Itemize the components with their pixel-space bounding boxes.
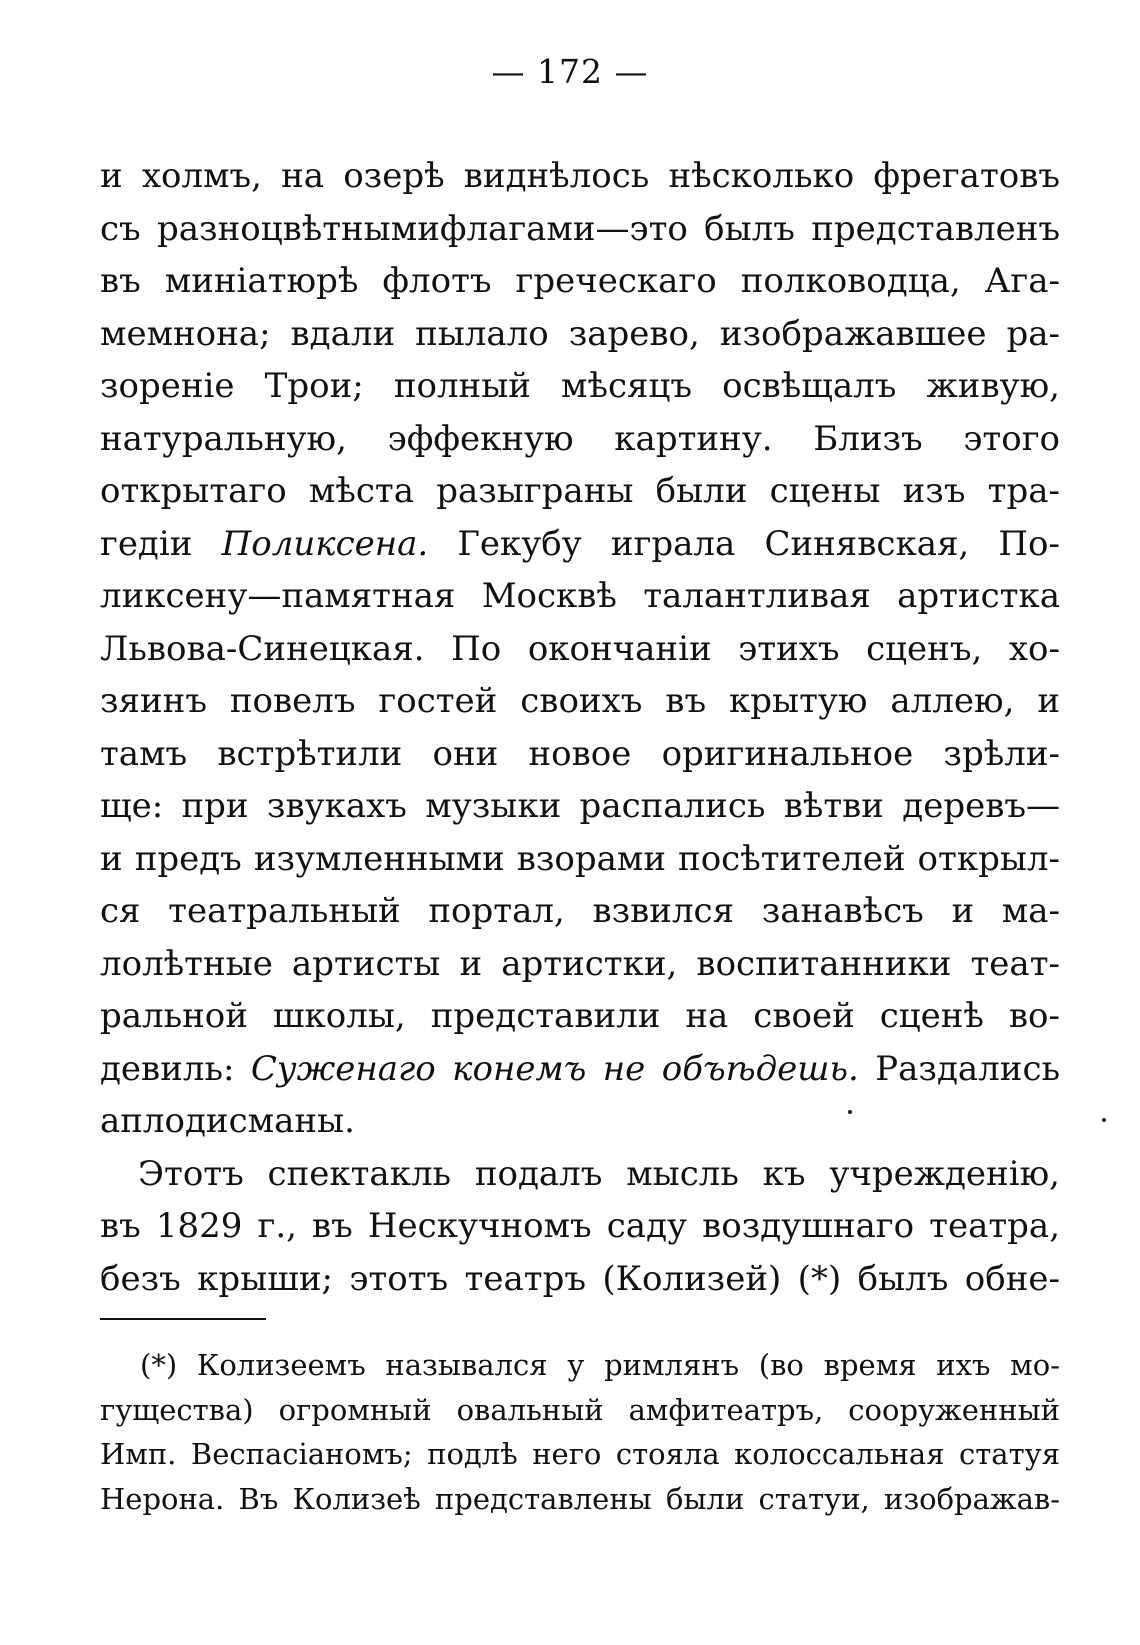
footnote-line: (*) Колизеемъ назывался у римлянъ (во время ихъ мо- — [140, 1348, 1060, 1382]
text-line — [100, 1043, 1060, 1096]
text-line: въ миніатюрѣ флотъ греческаго полководца, Ага- — [100, 261, 1060, 301]
text-line: ся театральный портал, взвился занавѣсъ и ма- — [100, 891, 1060, 931]
print-speck — [848, 1110, 852, 1114]
footnote-rule — [100, 1318, 266, 1320]
print-speck — [1102, 1118, 1106, 1122]
text-line: лолѣтные артисты и артистки, воспитанники теат- — [100, 943, 1060, 984]
text-line: аплодисманы. — [100, 1101, 355, 1141]
text-line: тамъ встрѣтили они новое оригинальное зрѣли- — [100, 733, 1060, 774]
page-number: — 172 — — [491, 52, 649, 91]
text-line: и холмъ, на озерѣ виднѣлось нѣсколько фрегатовъ — [100, 156, 1060, 196]
play-title-vaudeville: Суженаго конемъ не объѣдешь. — [250, 1048, 859, 1089]
text-line: Львова-Синецкая. По окончаніи этихъ сценъ, хо- — [100, 628, 1060, 669]
text-run: Гекубу играла Синявская, По- — [428, 523, 1061, 564]
text-line: въ 1829 г., въ Нескучномъ саду воздушнаго театра, — [100, 1206, 1060, 1246]
text-line: зореніе Трои; полный мѣсяцъ освѣщалъ живую, — [100, 366, 1060, 406]
text-line: Этотъ спектакль подалъ мысль къ учрежденію, — [138, 1153, 1060, 1194]
text-line: и предъ изумленными взорами посѣтителей открыл- — [100, 838, 1060, 879]
text-line: съ разноцвѣтнымифлагами—это былъ представленъ — [100, 208, 1060, 249]
text-run: гедіи — [100, 523, 222, 564]
text-line: ральной школы, представили на своей сценѣ во- — [100, 996, 1060, 1036]
text-line: натуральную, эффекную картину. Близъ этого — [100, 418, 1060, 459]
play-title-polyxena: Поликсена. — [221, 523, 429, 564]
main-text — [100, 150, 1060, 1305]
footnote-line: Нерона. Въ Колизеѣ представлены были статуи, изображав- — [100, 1481, 1060, 1516]
text-line: открытаго мѣста разыграны были сцены изъ тра- — [100, 471, 1060, 511]
footnote-line: гущества) огромный овальный амфитеатръ, сооруженный — [100, 1392, 1060, 1427]
text-line: мемнона; вдали пылало зарево, изображавшее ра- — [100, 313, 1060, 354]
text-line: зяинъ повелъ гостей своихъ въ крытую аллею, и — [100, 681, 1060, 721]
text-line: ликсену—памятная Москвѣ талантливая артистка — [100, 576, 1060, 616]
footnote-line: Имп. Веспасіаномъ; подлѣ него стояла колоссальная статуя — [100, 1437, 1060, 1471]
text-run: Раздались — [858, 1048, 1060, 1089]
footnote — [100, 1343, 1060, 1521]
text-run: девиль: — [100, 1048, 251, 1089]
text-line: безъ крыши; этотъ театръ (Колизей) (*) былъ обне- — [100, 1258, 1060, 1299]
text-line: ще: при звукахъ музыки распались вѣтви деревъ— — [100, 786, 1060, 826]
text-line — [100, 518, 1060, 571]
